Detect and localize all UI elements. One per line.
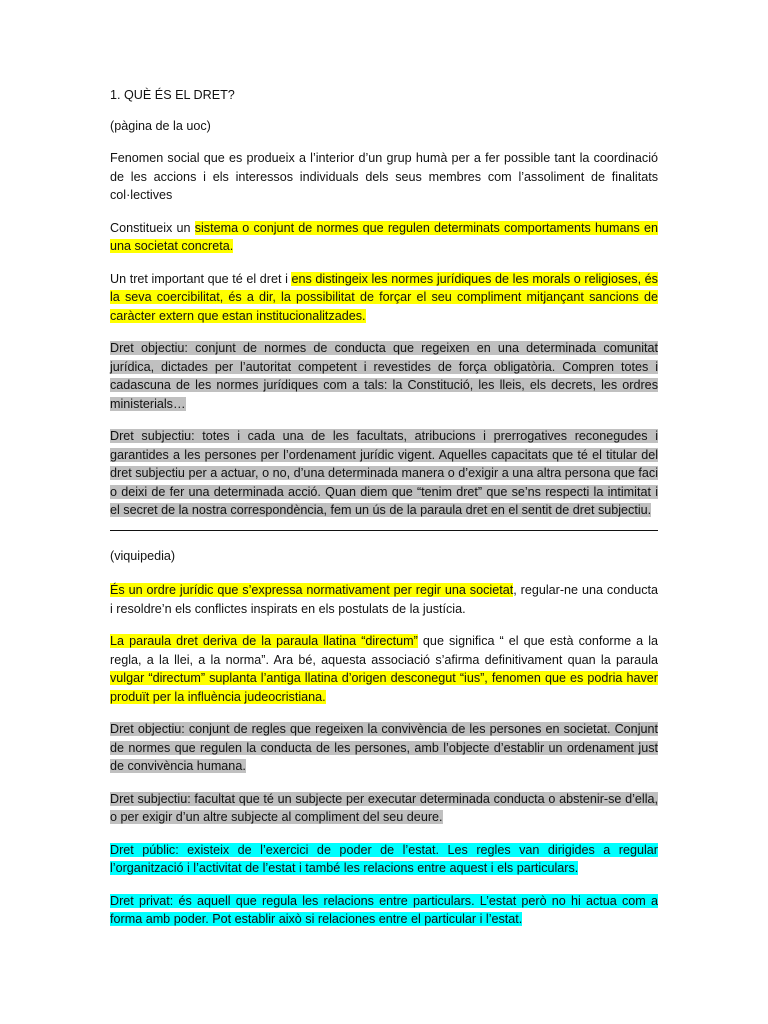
page-title: 1. QUÈ ÉS EL DRET? [110,88,235,102]
paragraph-constitueix [110,219,658,256]
paragraph-coercibilitat-text: Un tret important que té el dret i [110,271,292,286]
paragraph-ordre-juridic-text: , regular-ne una conducta i resoldre’n els conflictes inspirats en els postulats de la justícia. [110,583,659,616]
paragraph-dret-objectiu-uoc [110,339,658,413]
highlight-cyan-text: Dret públic: existeix de l’exercici de poder de l’estat. Les regles van dirigides a regular l’organització i l’activitat de l’estat i també les relacions entre aquest i els particulars. [110,842,658,875]
highlight-yellow-text: La paraula dret deriva de la paraula llatina “directum” [110,634,418,648]
highlight-yellow-text: És un ordre jurídic que s’expressa normativament per regir una societat [110,583,514,597]
highlight-yellow-text: sistema o conjunt de normes que regulen determinats comportaments humans en una societat concreta. [110,220,658,253]
paragraph-dret-subjectiu-wiki [110,790,658,827]
source-label-uoc: (pàgina de la uoc) [110,118,211,133]
highlight-yellow-text: ens distingeix les normes jurídiques de les morals o religioses, és la seva coercibilitat, és a dir, la possibilitat de forçar el seu compliment mitjançant sancions de caràcter extern que estan institucionalitzades. [110,271,658,323]
highlight-gray-text: Dret subjectiu: facultat que té un subjecte per executar determinada conducta o abstenir-se d’ella, o per exigir d’un altre subjecte al compliment del seu deure. [110,791,658,824]
highlight-gray-text: Dret objectiu: conjunt de regles que regeixen la convivència de les persones en societat. Conjunt de normes que regulen la conducta de les persones, amb l’objecte d’establir un ordenament just de convivència humana. [110,722,658,773]
highlight-cyan-text: Dret privat: és aquell que regula les relacions entre particulars. L’estat però no hi actua com a forma amb poder. Pot establir això si relaciones entre el particular i l’estat. [110,893,658,926]
paragraph-ordre-juridic [110,581,658,618]
paragraph-dret-subjectiu-uoc [110,427,658,520]
source-label-viquipedia: (viquipedia) [110,548,176,563]
paragraph-dret-objectiu-wiki [110,720,658,776]
paragraph-coercibilitat [110,270,658,326]
highlight-gray-text: Dret subjectiu: totes i cada una de les facultats, atribucions i prerrogatives reconegudes i garantides a les persones per l’ordenament jurídic vigent. Aquelles capacitats que té el titular del dret subjectiu per a actuar, o no, d’una determinada manera o d’exigir a una altra persona que faci o deixi de fer una determinada acció. Quan diem que “tenim dret” que se’ns respecti la intimitat i el secret de la nostra correspondència, fem un ús de la paraula dret en el sentit de dret subjectiu. [110,429,658,517]
highlight-gray-text: Dret objectiu: conjunt de normes de conducta que regeixen en una determinada comunitat jurídica, dictades per l’autoritat competent i revestides de força obligatòria. Compren totes i cadascuna de les normes jurídiques com a tals: la Constitució, les lleis, els decrets, les ordres ministerials… [110,341,658,411]
paragraph-etimologia-text: que significa “ el que està conforme a la regla, a la llei, a la norma”. Ara bé, aquesta associació s’afirma definitivament quan la paraula [110,634,658,667]
paragraph-constitueix-text: Constitueix un [110,220,195,235]
paragraph-definition: Fenomen social que es produeix a l’interior d’un grup humà per a fer possible tant la coordinació de les accions i els interessos individuals dels seus membres com l’assoliment de finalitats col·lectives [110,151,658,202]
document-body [110,86,658,943]
highlight-yellow-text: vulgar “directum” suplanta l’antiga llatina d’origen desconegut “ius”, fenomen que es podria haver produït per la influència judeocristiana. [110,671,658,704]
horizontal-divider [110,530,658,531]
paragraph-dret-privat [110,892,658,929]
paragraph-dret-public [110,841,658,878]
paragraph-etimologia [110,632,658,706]
